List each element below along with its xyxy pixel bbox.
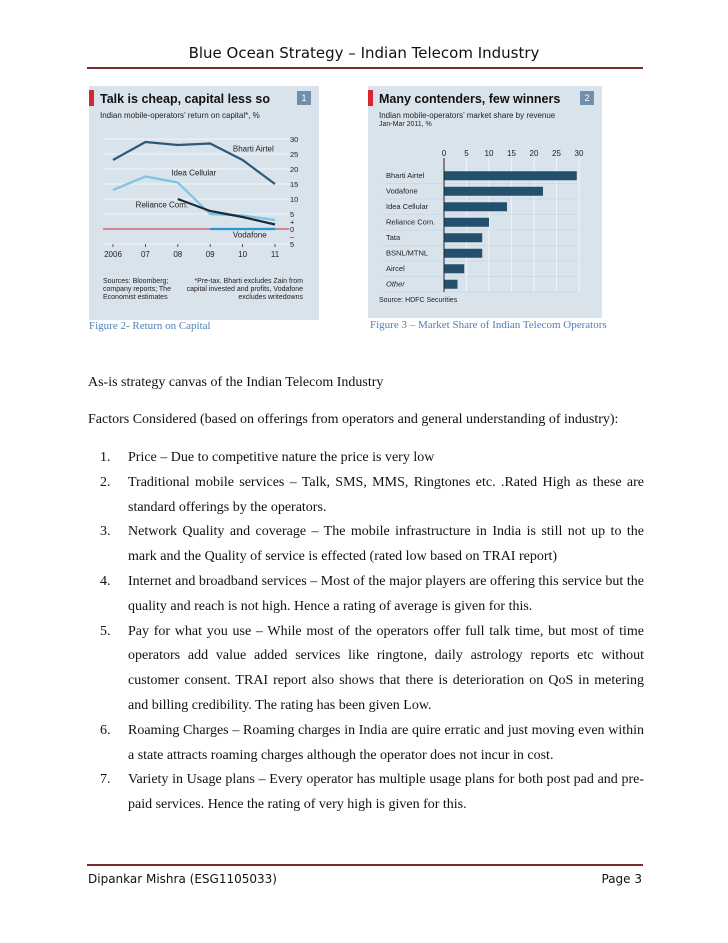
- x-tick-label: 25: [552, 149, 561, 158]
- list-number: 5.: [100, 623, 111, 639]
- category-label: Aircel: [386, 264, 405, 273]
- list-item-text: Network Quality and coverage – The mobile infrastructure in India is still not up to the mark and the Quality of service is effected (rated low based on TRAI report): [128, 524, 644, 565]
- list-number: 4.: [100, 573, 111, 589]
- y-tick-label: –: [290, 232, 295, 242]
- figure2-number: 2: [580, 91, 594, 105]
- list-item: [96, 446, 644, 471]
- bar: [444, 218, 489, 227]
- x-tick-label: 08: [173, 250, 183, 259]
- footer-author: Dipankar Mishra (ESG1105033): [88, 872, 277, 886]
- bar: [444, 202, 507, 211]
- category-label: Reliance Com.: [386, 217, 436, 227]
- list-item-text: Variety in Usage plans – Every operator has multiple usage plans for both post pad and pre-paid services. Hence the rating of very high is given for this.: [128, 772, 644, 813]
- figure2-period: Jan-Mar 2011, %: [379, 121, 432, 128]
- category-label: Idea Cellular: [386, 202, 429, 211]
- category-label: Tata: [386, 233, 401, 242]
- x-tick-label: 20: [529, 149, 539, 158]
- figure2-subtitle: Indian mobile-operators’ market share by revenue: [379, 111, 556, 120]
- list-item-text: Traditional mobile services – Talk, SMS, MMS, Ringtones etc. .Rated High as these are standard offerings by the operators.: [128, 474, 644, 515]
- bar: [444, 233, 482, 242]
- y-tick-label: 25: [290, 150, 299, 159]
- x-tick-label: 11: [270, 250, 280, 259]
- footer-page-number: Page 3: [601, 872, 642, 886]
- y-tick-label: 10: [290, 195, 299, 204]
- figure1-title: Talk is cheap, capital less so: [100, 92, 270, 106]
- figure1-number: 1: [297, 91, 311, 105]
- series-line: [113, 177, 275, 221]
- x-tick-label: 09: [205, 250, 215, 259]
- page-header-title: Blue Ocean Strategy – Indian Telecom Industry: [188, 44, 540, 62]
- category-label: BSNL/MTNL: [386, 248, 429, 258]
- y-tick-label: +: [290, 217, 295, 227]
- x-tick-label: 10: [238, 250, 248, 259]
- y-tick-label: 5: [290, 210, 295, 219]
- list-number: 1.: [100, 450, 111, 465]
- footer-rule: [87, 864, 643, 866]
- figure2-bar-chart: [368, 86, 602, 318]
- figure-market-share: [368, 86, 602, 318]
- category-label: Bharti Airtel: [386, 171, 425, 180]
- section-heading: As-is strategy canvas of the Indian Telecom Industry: [88, 375, 384, 390]
- list-number: 3.: [100, 524, 111, 540]
- series-line: [178, 199, 275, 225]
- bar: [444, 280, 458, 289]
- header-rule: [87, 67, 643, 69]
- list-item-text: Pay for what you use – While most of the operators offer full talk time, but most of time operators add value added services like ringtone, daily astrology reports etc without customer consent. TRAI report also shows that there is deterioration on QoS in metering and billing credibility. The rating has been given Low.: [128, 623, 644, 713]
- list-number: 2.: [100, 474, 111, 490]
- figure1-source: Sources: Bloomberg; company reports; The Economist estimates: [103, 278, 171, 301]
- factors-list: [96, 446, 644, 818]
- series-label: Bharti Airtel: [232, 144, 274, 154]
- bar: [444, 187, 543, 196]
- figure1-subtitle: Indian mobile-operators’ return on capital*, %: [100, 111, 260, 120]
- x-tick-label: 0: [441, 149, 447, 158]
- series-label: Idea Cellular: [171, 168, 217, 178]
- category-label: Other: [386, 279, 405, 289]
- list-item: [96, 768, 644, 818]
- caption-figure-2: Figure 2- Return on Capital: [89, 320, 211, 332]
- list-item-text: Price – Due to competitive nature the price is very low: [128, 450, 435, 465]
- figure-return-on-capital: [89, 86, 319, 320]
- list-item-text: Roaming Charges – Roaming charges in India are quire erratic and just moving even within a state attracts roaming charges although the operator does not incur in cost.: [128, 722, 644, 763]
- x-tick-label: 15: [507, 149, 516, 158]
- intro-paragraph: Factors Considered (based on offerings from operators and general understanding of industry):: [88, 412, 619, 427]
- y-tick-label: 5: [290, 240, 295, 249]
- caption-figure-3: Figure 3 – Market Share of Indian Telecom Operators: [370, 319, 607, 331]
- figure2-source: Source: HDFC Securities: [379, 297, 458, 304]
- series-label: Vodafone: [232, 230, 267, 240]
- x-tick-label: 2006: [104, 250, 122, 259]
- figure2-title: Many contenders, few winners: [379, 92, 561, 106]
- category-label: Vodafone: [386, 186, 418, 196]
- list-item: [96, 520, 644, 570]
- list-number: 7.: [100, 772, 111, 788]
- x-tick-label: 5: [464, 149, 469, 158]
- list-item: [96, 570, 644, 620]
- list-item: [96, 719, 644, 769]
- y-tick-label: 0: [290, 225, 295, 234]
- y-tick-label: 15: [290, 180, 299, 189]
- list-item-text: Internet and broadband services – Most of the major players are offering this service but the quality and reach is not high. Hence a rating of average is given for this.: [128, 573, 644, 614]
- list-item: [96, 620, 644, 719]
- x-tick-label: 30: [574, 149, 584, 158]
- series-label: Reliance Com.: [135, 200, 189, 210]
- bar: [444, 171, 577, 180]
- bar: [444, 249, 482, 258]
- y-tick-label: 20: [290, 165, 299, 174]
- list-item: [96, 471, 644, 521]
- x-tick-label: 10: [484, 149, 494, 158]
- y-tick-label: 30: [290, 135, 299, 144]
- x-tick-label: 07: [140, 250, 150, 259]
- bar: [444, 264, 464, 273]
- figure1-footnote: *Pre-tax. Bharti excludes Zain from capital invested and profits, Vodafone excludes writedowns: [186, 278, 303, 301]
- list-number: 6.: [100, 722, 111, 738]
